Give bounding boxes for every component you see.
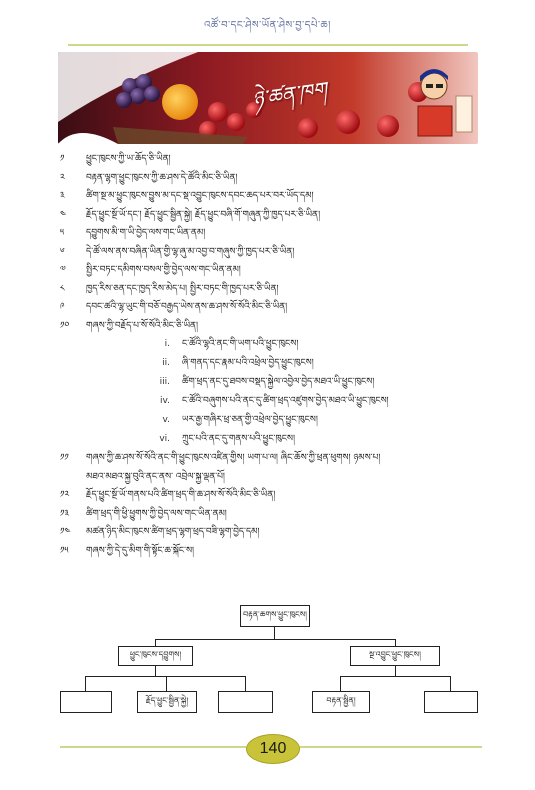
- connector-line: [395, 666, 396, 676]
- list-item-continuation: [60, 468, 485, 487]
- connector-line: [340, 676, 341, 691]
- sub-item: [60, 392, 485, 411]
- item-text: ཚིག་སྔ་མ་ཕྱུང་ཁུངས་བྱུས་མ་དང་སྡ་འབྱུང་ཁུངས་དབང་ཆད་པར་བར་ཡོད་དམ།: [86, 191, 314, 201]
- item-text: གཞས་ཀྱི་ཆ་ཤས་སོ་སོའི་ནང་གི་ཕྱུང་ཁུངས་འཛིན་གྱིས། ཡག་པ་ལ། ཞིང་ཆོས་ཀྱི་ཕྲན་ཕུགས། ཉམས་པ།: [86, 453, 381, 463]
- sub-item: [60, 411, 485, 430]
- roman-numeral: i.: [164, 339, 170, 349]
- item-text: གཞས་ཀྱི་དེ་དུ་མིག་གི་སྟོང་ཆ་སྐོང་ས།: [86, 545, 195, 556]
- sub-item: [60, 430, 485, 449]
- sub-item: [60, 335, 485, 354]
- item-text: རྗོད་ཕྱུང་སྔོ་ཡོ་གནས་པའི་ཚིག་ཕྲད་གི་ཆ་ཤས་སོ་སོའི་མིང་ཅི་ཡིན།: [86, 490, 276, 500]
- item-text: དབྱུགས་མི་ག་ཡི་བྱེད་ལས་གང་ཡིན་ནམ།: [86, 228, 206, 238]
- running-head: འཚོ་བ་དང་ཤེས་ཡོན་ཤེས་བྱ་དཔེ་ཆ།: [204, 20, 331, 31]
- diagram-right-box: སྔ་འབྱུང་ཕྱུང་ཁུངས།: [350, 646, 440, 666]
- item-number: ༦: [60, 246, 65, 257]
- list-item: [60, 169, 485, 188]
- roman-numeral: iii.: [159, 377, 170, 387]
- footer-rule-right: [296, 746, 482, 748]
- question-list: [60, 150, 485, 560]
- sub-item: [60, 354, 485, 373]
- connector-line: [450, 676, 451, 691]
- item-number: ༧: [60, 265, 66, 275]
- item-number: ༨: [60, 283, 65, 294]
- item-number: ༡༡: [60, 453, 69, 463]
- roman-numeral: vi.: [159, 434, 170, 444]
- roman-numeral: iv.: [160, 396, 170, 406]
- item-number: ༡༢: [60, 490, 70, 500]
- item-number: ༤: [60, 209, 67, 220]
- diagram-leaf-box: [60, 691, 112, 713]
- item-text: སྤྱིར་བཏང་དམིགས་བསལ་གྱི་བྱེད་ལས་གང་ཡིན་ནམ།: [86, 265, 241, 275]
- connector-line: [85, 676, 245, 677]
- sub-item-text: ང་ཚོའི་ལྷའི་ནང་གི་ཡག་པའི་ཕྱུང་ཁུངས།: [182, 339, 299, 349]
- diagram-leaf-box: བརྟན་སྦྱིན།: [312, 691, 370, 713]
- list-item: [60, 486, 485, 505]
- list-item: [60, 542, 485, 561]
- item-number: ༡༣: [60, 508, 70, 519]
- item-number: ༩: [60, 302, 65, 312]
- item-text: མཚན་ཉིད་མིང་ཁུངས་ཚིག་ཕྲད་ལྷག་ཕྲད་བཟི་ལྷག་བྱེད་དམ།: [86, 527, 260, 537]
- sub-item-text: ཚིག་ཕྲད་ནང་དུ་ཐབས་བསྡད་སྐྱེལ་འབྱེལ་བྱེད་མཐའ་ཡི་ཕྱུང་ཁུངས།: [182, 377, 375, 387]
- decorative-banner: [58, 52, 478, 144]
- item-text: རྗོད་ཕྱུང་སྔོ་ཡོ་དང་། རྗོད་ཕྱུང་སྦྱིན་སྐྱེ། རྗོད་ཕྱུང་བཞི་གོ་གཞུན་ཀྱི་ཁྱད་པར་ཅི་ཡིན།: [86, 209, 321, 220]
- list-item: [60, 150, 485, 169]
- sub-item-text: ཞི་གནད་དང་རྣམ་པའི་འཕྲེལ་བྱེད་ཕྱུང་ཁུངས།: [182, 358, 314, 368]
- item-number: ༥: [60, 228, 65, 238]
- item-number: ༢: [60, 172, 65, 183]
- sub-item: [60, 373, 485, 392]
- roman-numeral: v.: [162, 415, 170, 425]
- orange: [162, 84, 198, 120]
- item-text: དབང་ཚའི་ལྷ་ཡུང་གི་བཅོ་བརྒྱད་ཡེས་ནས་ཆ་ཤས་སོ་སོའི་མིང་ཅི་ཡིན།: [86, 302, 288, 312]
- roman-numeral: ii.: [162, 358, 170, 368]
- page-number: 140: [246, 734, 300, 764]
- list-item: [60, 505, 485, 524]
- sub-item-text: ང་ཚོའི་བཞུགས་པའི་ནང་དུ་ཚིག་ཕྲད་འཛུགས་བྱེད་མཐའ་ཡི་ཕྱུང་ཁུངས།: [182, 396, 389, 406]
- item-number: ༡: [60, 154, 65, 164]
- item-text: ཕྱུང་ཁུངས་ཀྱི་ཡ་ཆོད་ཅི་ཡིན།: [86, 154, 171, 164]
- footer-rule-left: [60, 746, 246, 748]
- item-text: ཁྱད་རིས་ཅན་དང་ཁྱད་རིས་མེད་པ། སྤྱིར་བཏང་གི་ཁྱད་པར་ཅི་ཡིན།: [86, 283, 279, 294]
- diagram-left-box: ཕྱུང་ཁུངས་དབྱུགས།: [118, 646, 193, 666]
- sub-item-text: ཡར་རྒྱ་གཞིར་ཕྲ་ཅན་གྱི་འཕྲེལ་བྱེད་ཕྱུང་ཁུངས།: [182, 415, 318, 425]
- item-number: ༣: [60, 191, 65, 201]
- item-number: ༡༥: [60, 545, 69, 556]
- item-text: བརྟན་ལྷག་ཕྱུང་ཁུངས་ཀྱི་ཆ་ཤས་དེ་ཚོའི་མིང་ཅི་ཡིན།: [86, 172, 238, 183]
- list-item: [60, 317, 485, 336]
- diagram-leaf-box: [424, 691, 478, 713]
- connector-line: [85, 676, 86, 691]
- item-number: ༡༤: [60, 527, 71, 537]
- connector-line: [166, 676, 167, 691]
- list-item: [60, 261, 485, 280]
- diagram-root-box: བརྟན་ཆགས་ཕྱུང་ཁུངས།: [240, 605, 310, 627]
- list-item: [60, 224, 485, 243]
- header-rule: [68, 44, 468, 46]
- list-item: [60, 523, 485, 542]
- list-item: [60, 206, 485, 225]
- item-text-continued: མཐའ་མཐའ་སྐྱ་བུའི་ནང་ནས་ འབྲེལ་སྐྱ་ལྡན་པོ།: [86, 471, 225, 482]
- item-text: ཚིག་ཕྲད་གི་ཕྱི་ཕྱུགས་ཀྱི་བྱེད་ལས་གང་ཡིན་ནམ།: [86, 508, 227, 519]
- list-item: [60, 280, 485, 299]
- item-text: དེ་ཚོ་ལས་ནས་བཞིན་ཡིན་གྱི་ལྷ་ཞུ་མ་འབྱ་བ་གཞུས་ཀྱི་ཁྱད་པར་ཅི་ཡིན།: [86, 246, 295, 257]
- diagram-leaf-box: [218, 691, 273, 713]
- sub-item-text: ཀྲུང་པའི་ནང་དུ་གནས་པའི་ཕྱུང་ཁུངས།: [182, 434, 295, 444]
- connector-line: [274, 627, 275, 639]
- list-item: [60, 449, 485, 468]
- connector-line: [155, 639, 395, 640]
- list-item: [60, 243, 485, 262]
- connector-line: [155, 666, 156, 676]
- banner-title: ཉེ་ཚན་ཁག: [250, 76, 329, 112]
- list-item: [60, 187, 485, 206]
- item-text: གཞས་ཀྱི་བརྗོད་པ་སོ་སོའི་མིང་ཅི་ཡིན།: [86, 320, 198, 331]
- diagram-leaf-box: རྗོད་ཕྱུང་སྦྱིན་སྐྱེ།: [137, 691, 197, 713]
- connector-line: [340, 676, 450, 677]
- connector-line: [245, 676, 246, 691]
- list-item: [60, 298, 485, 317]
- item-number: ༡༠: [60, 320, 70, 331]
